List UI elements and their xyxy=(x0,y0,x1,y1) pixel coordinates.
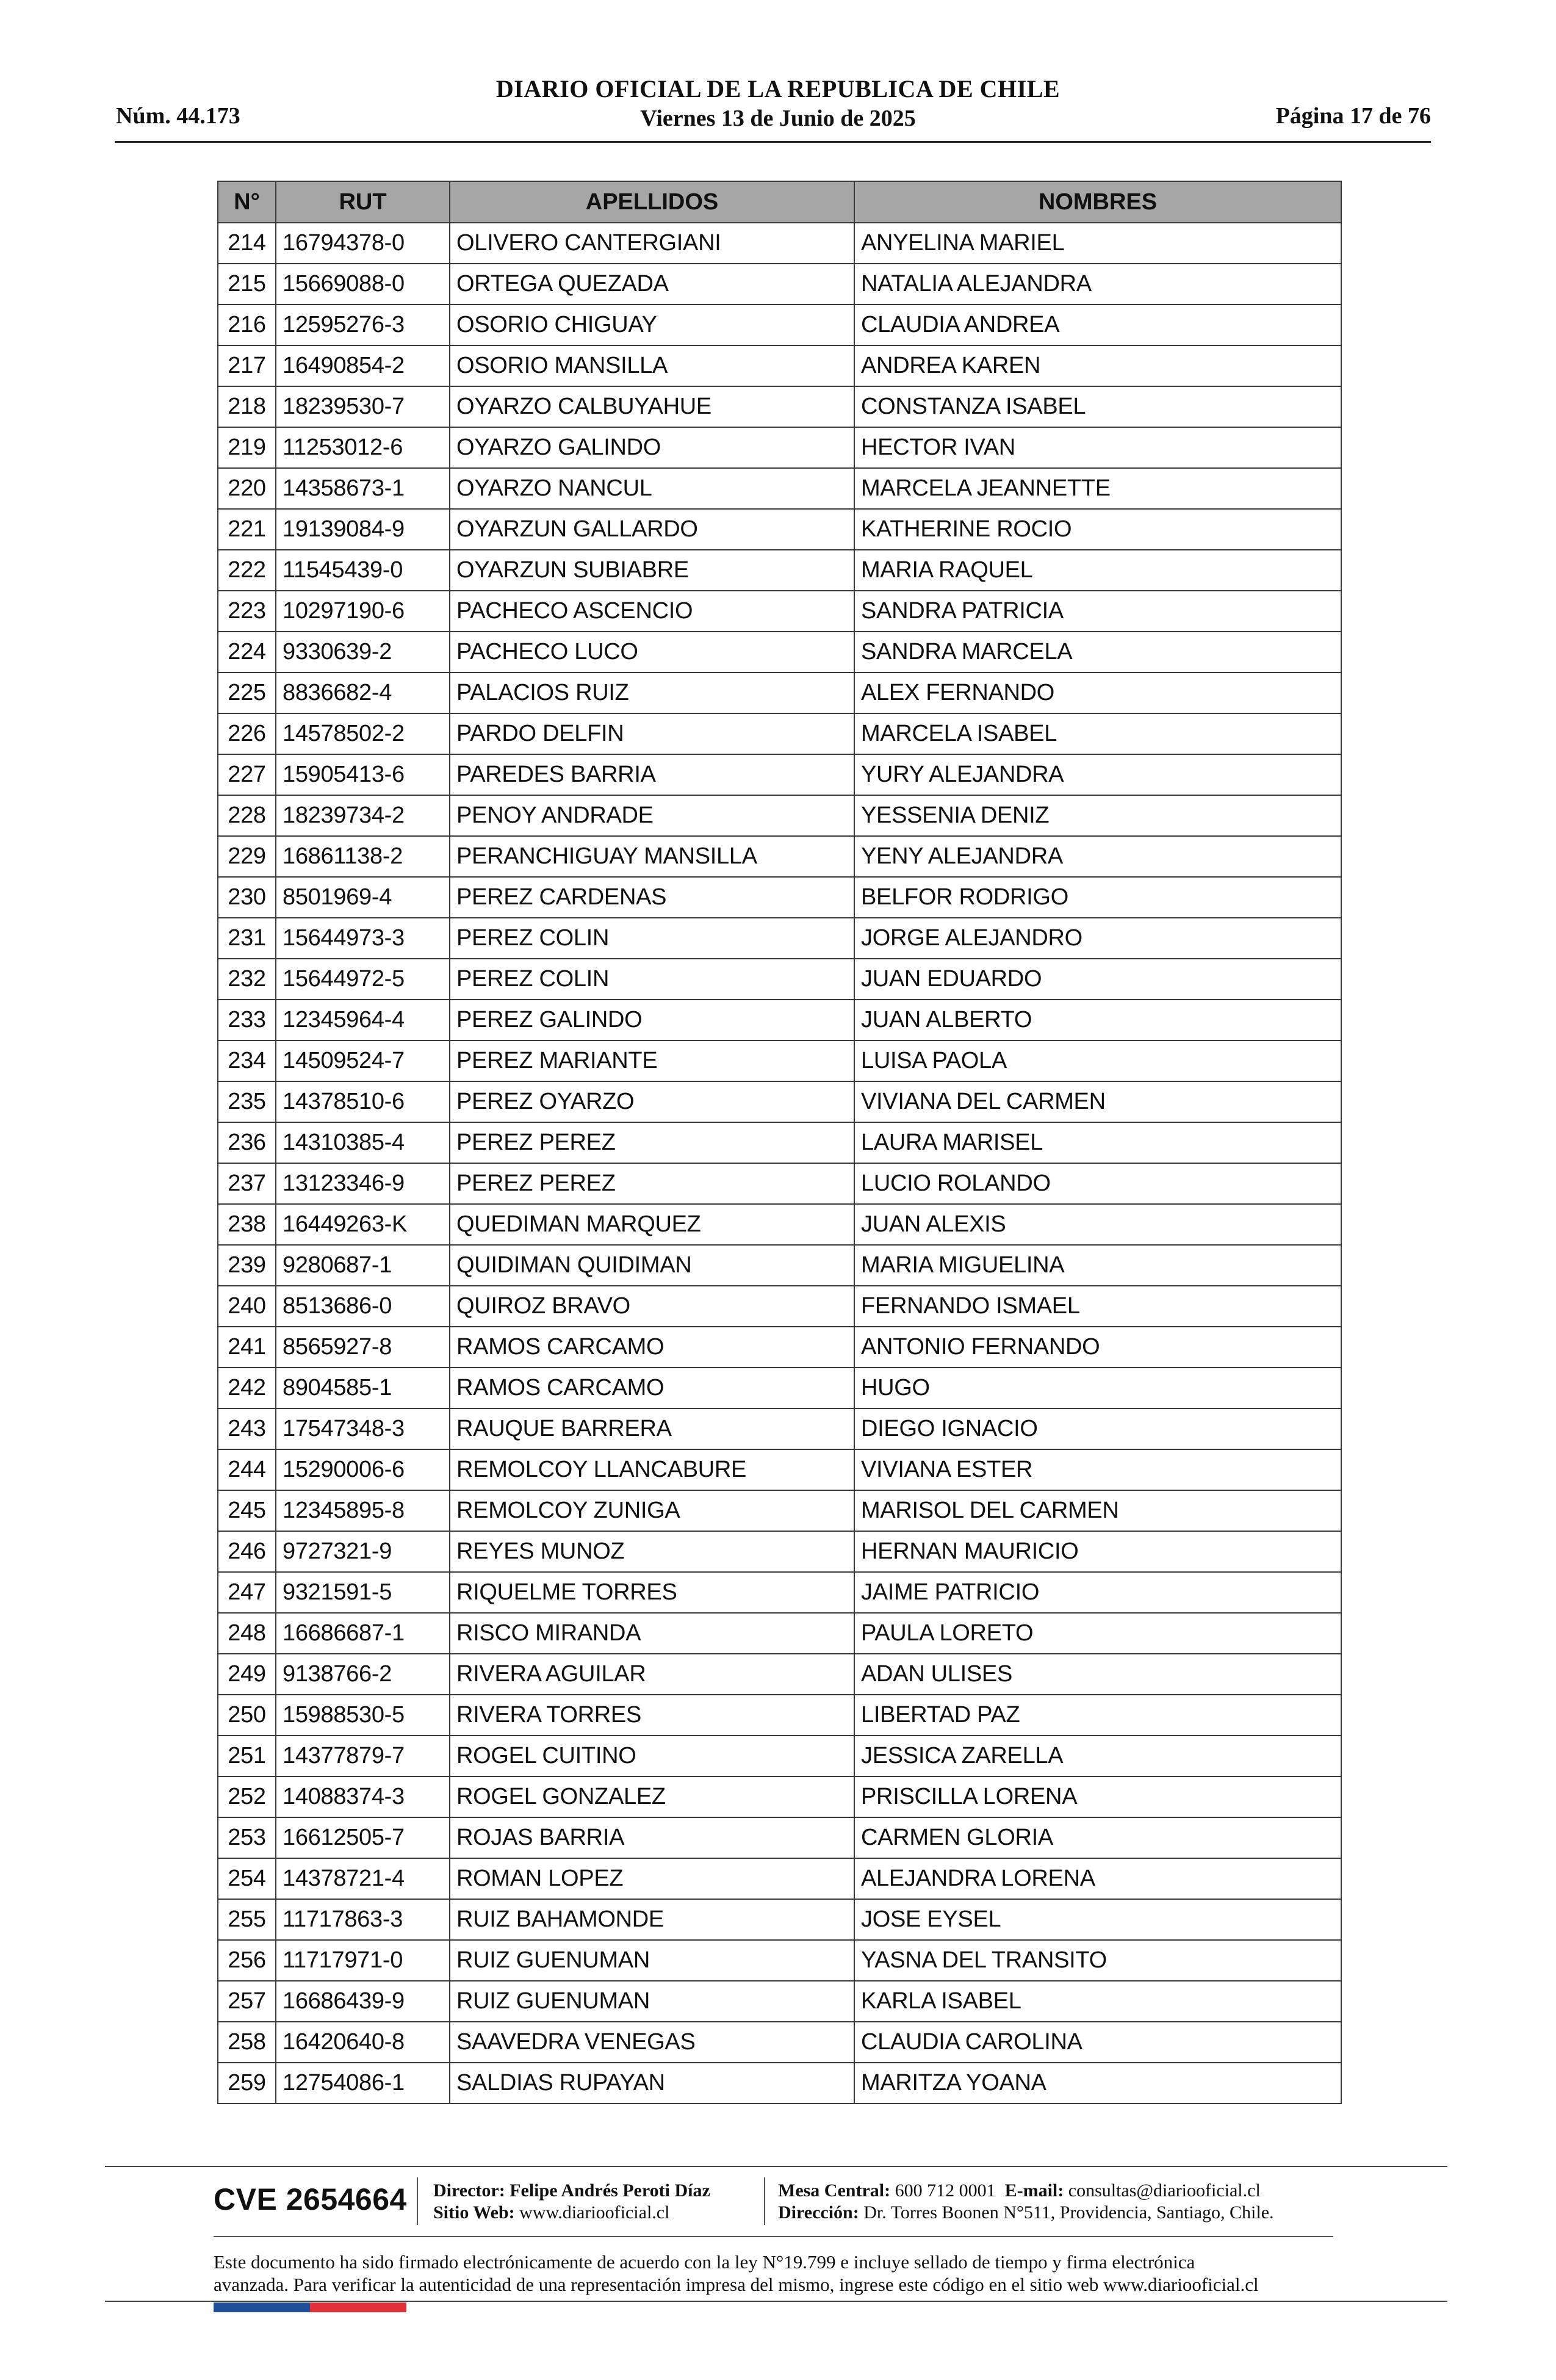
apellidos-cell: REMOLCOY LLANCABURE xyxy=(450,1449,854,1490)
table-row xyxy=(218,1817,1341,1858)
table-row xyxy=(218,264,1341,305)
apellidos-cell: RUIZ BAHAMONDE xyxy=(450,1899,854,1940)
row-number: 237 xyxy=(218,1163,276,1204)
legal-line: Este documento ha sido firmado electrónicamente de acuerdo con la ley N°19.799 e incluye sellado de tiempo y firma electrónica xyxy=(214,2251,1195,2273)
nombres-cell: CLAUDIA ANDREA xyxy=(854,305,1341,345)
table-header-row xyxy=(218,181,1341,223)
phone-label: Mesa Central: xyxy=(778,2180,891,2201)
rut-cell: 8836682-4 xyxy=(276,673,450,713)
row-number: 223 xyxy=(218,591,276,632)
apellidos-cell: QUIROZ BRAVO xyxy=(450,1286,854,1327)
table-row xyxy=(218,1368,1341,1408)
nombres-cell: PRISCILLA LORENA xyxy=(854,1776,1341,1817)
table-row xyxy=(218,1040,1341,1081)
nombres-cell: MARISOL DEL CARMEN xyxy=(854,1490,1341,1531)
nombres-cell: KARLA ISABEL xyxy=(854,1981,1341,2022)
nombres-cell: MARIA MIGUELINA xyxy=(854,1245,1341,1286)
nombres-cell: LUCIO ROLANDO xyxy=(854,1163,1341,1204)
rut-cell: 11717971-0 xyxy=(276,1940,450,1981)
cve-code: CVE 2654664 xyxy=(214,2182,407,2216)
nombres-cell: MARIA RAQUEL xyxy=(854,550,1341,591)
apellidos-cell: ROJAS BARRIA xyxy=(450,1817,854,1858)
website-label: Sitio Web: xyxy=(433,2202,515,2223)
row-number: 247 xyxy=(218,1572,276,1613)
nombres-cell: CLAUDIA CAROLINA xyxy=(854,2022,1341,2063)
rut-cell: 16861138-2 xyxy=(276,836,450,877)
rut-cell: 15290006-6 xyxy=(276,1449,450,1490)
flag-stripe-red xyxy=(310,2302,406,2312)
apellidos-cell: PENOY ANDRADE xyxy=(450,795,854,836)
rut-cell: 16612505-7 xyxy=(276,1817,450,1858)
row-number: 218 xyxy=(218,386,276,427)
apellidos-cell: OSORIO MANSILLA xyxy=(450,345,854,386)
apellidos-cell: RAMOS CARCAMO xyxy=(450,1327,854,1368)
nombres-cell: MARCELA ISABEL xyxy=(854,713,1341,754)
apellidos-cell: PEREZ GALINDO xyxy=(450,1000,854,1040)
nombres-cell: MARCELA JEANNETTE xyxy=(854,468,1341,509)
masthead xyxy=(366,74,1190,133)
table-row xyxy=(218,1490,1341,1531)
table-row xyxy=(218,1776,1341,1817)
nombres-cell: NATALIA ALEJANDRA xyxy=(854,264,1341,305)
table-row xyxy=(218,550,1341,591)
rut-cell: 11717863-3 xyxy=(276,1899,450,1940)
row-number: 214 xyxy=(218,223,276,264)
rut-cell: 14358673-1 xyxy=(276,468,450,509)
column-header-apellidos: APELLIDOS xyxy=(450,181,854,223)
apellidos-cell: PEREZ PEREZ xyxy=(450,1163,854,1204)
row-number: 224 xyxy=(218,632,276,673)
row-number: 226 xyxy=(218,713,276,754)
rut-cell: 9330639-2 xyxy=(276,632,450,673)
row-number: 222 xyxy=(218,550,276,591)
nombres-cell: CONSTANZA ISABEL xyxy=(854,386,1341,427)
nombres-cell: ANDREA KAREN xyxy=(854,345,1341,386)
row-number: 245 xyxy=(218,1490,276,1531)
apellidos-cell: SAAVEDRA VENEGAS xyxy=(450,2022,854,2063)
rut-cell: 18239530-7 xyxy=(276,386,450,427)
apellidos-cell: RUIZ GUENUMAN xyxy=(450,1981,854,2022)
email-label: E-mail: xyxy=(1004,2180,1064,2201)
apellidos-cell: QUEDIMAN MARQUEZ xyxy=(450,1204,854,1245)
apellidos-cell: REMOLCOY ZUNIGA xyxy=(450,1490,854,1531)
column-header-nombres: NOMBRES xyxy=(854,181,1341,223)
page-number: Página 17 de 76 xyxy=(1275,103,1431,129)
nombres-cell: LIBERTAD PAZ xyxy=(854,1695,1341,1736)
rut-cell: 17547348-3 xyxy=(276,1408,450,1449)
table-row xyxy=(218,877,1341,918)
row-number: 216 xyxy=(218,305,276,345)
rut-cell: 14377879-7 xyxy=(276,1736,450,1776)
table-body xyxy=(218,223,1341,2104)
row-number: 257 xyxy=(218,1981,276,2022)
row-number: 238 xyxy=(218,1204,276,1245)
row-number: 230 xyxy=(218,877,276,918)
rut-cell: 14310385-4 xyxy=(276,1122,450,1163)
rut-cell: 8565927-8 xyxy=(276,1327,450,1368)
apellidos-cell: PEREZ COLIN xyxy=(450,959,854,1000)
table-row xyxy=(218,1122,1341,1163)
rut-cell: 13123346-9 xyxy=(276,1163,450,1204)
rut-cell: 15905413-6 xyxy=(276,754,450,795)
apellidos-cell: OYARZO NANCUL xyxy=(450,468,854,509)
table-row xyxy=(218,918,1341,959)
publication-title: DIARIO OFICIAL DE LA REPUBLICA DE CHILE xyxy=(495,75,1061,103)
apellidos-cell: PACHECO LUCO xyxy=(450,632,854,673)
phone-number: 600 712 0001 xyxy=(895,2180,996,2201)
footer-divider-bottom xyxy=(105,2301,1447,2302)
email-link[interactable]: consultas@diariooficial.cl xyxy=(1068,2180,1261,2201)
table-row xyxy=(218,591,1341,632)
table-row xyxy=(218,1736,1341,1776)
apellidos-cell: QUIDIMAN QUIDIMAN xyxy=(450,1245,854,1286)
table-row xyxy=(218,673,1341,713)
nombres-cell: ANYELINA MARIEL xyxy=(854,223,1341,264)
row-number: 217 xyxy=(218,345,276,386)
table-row xyxy=(218,1408,1341,1449)
table-row xyxy=(218,345,1341,386)
rut-cell: 9138766-2 xyxy=(276,1654,450,1695)
row-number: 242 xyxy=(218,1368,276,1408)
row-number: 221 xyxy=(218,509,276,550)
apellidos-cell: OYARZO CALBUYAHUE xyxy=(450,386,854,427)
apellidos-cell: SALDIAS RUPAYAN xyxy=(450,2063,854,2104)
apellidos-cell: PARDO DELFIN xyxy=(450,713,854,754)
table-row xyxy=(218,1981,1341,2022)
director-label: Director: xyxy=(433,2180,505,2201)
table-row xyxy=(218,386,1341,427)
rut-cell: 14378721-4 xyxy=(276,1858,450,1899)
nombres-cell: YURY ALEJANDRA xyxy=(854,754,1341,795)
row-number: 220 xyxy=(218,468,276,509)
apellidos-cell: PEREZ COLIN xyxy=(450,918,854,959)
nombres-cell: JOSE EYSEL xyxy=(854,1899,1341,1940)
table-row xyxy=(218,1858,1341,1899)
rut-cell: 14378510-6 xyxy=(276,1081,450,1122)
footer-divider-middle xyxy=(214,2236,1333,2237)
column-header-rut: RUT xyxy=(276,181,450,223)
row-number: 241 xyxy=(218,1327,276,1368)
rut-cell: 16686439-9 xyxy=(276,1981,450,2022)
table-row xyxy=(218,1000,1341,1040)
registry-table xyxy=(217,181,1342,2104)
rut-cell: 15988530-5 xyxy=(276,1695,450,1736)
rut-cell: 9321591-5 xyxy=(276,1572,450,1613)
row-number: 240 xyxy=(218,1286,276,1327)
row-number: 243 xyxy=(218,1408,276,1449)
apellidos-cell: RAMOS CARCAMO xyxy=(450,1368,854,1408)
footer-separator xyxy=(764,2177,765,2225)
table-row xyxy=(218,2063,1341,2104)
nombres-cell: YENY ALEJANDRA xyxy=(854,836,1341,877)
table-row xyxy=(218,1899,1341,1940)
rut-cell: 14578502-2 xyxy=(276,713,450,754)
address-label: Dirección: xyxy=(778,2202,859,2223)
apellidos-cell: REYES MUNOZ xyxy=(450,1531,854,1572)
nombres-cell: ADAN ULISES xyxy=(854,1654,1341,1695)
footer-divider-top xyxy=(105,2166,1447,2167)
issue-number: Núm. 44.173 xyxy=(116,103,240,129)
table-row xyxy=(218,1081,1341,1122)
rut-cell: 8501969-4 xyxy=(276,877,450,918)
row-number: 219 xyxy=(218,427,276,468)
rut-cell: 10297190-6 xyxy=(276,591,450,632)
row-number: 231 xyxy=(218,918,276,959)
rut-cell: 16449263-K xyxy=(276,1204,450,1245)
nombres-cell: JAIME PATRICIO xyxy=(854,1572,1341,1613)
nombres-cell: YESSENIA DENIZ xyxy=(854,795,1341,836)
row-number: 256 xyxy=(218,1940,276,1981)
row-number: 250 xyxy=(218,1695,276,1736)
rut-cell: 15644972-5 xyxy=(276,959,450,1000)
table-row xyxy=(218,1654,1341,1695)
nombres-cell: HECTOR IVAN xyxy=(854,427,1341,468)
apellidos-cell: OYARZO GALINDO xyxy=(450,427,854,468)
nombres-cell: DIEGO IGNACIO xyxy=(854,1408,1341,1449)
legal-line: avanzada. Para verificar la autenticidad de una representación impresa del mismo, ingrese este código en el sitio web www.diariooficial.cl xyxy=(214,2274,1259,2295)
row-number: 229 xyxy=(218,836,276,877)
apellidos-cell: OSORIO CHIGUAY xyxy=(450,305,854,345)
table-row xyxy=(218,1245,1341,1286)
table-row xyxy=(218,795,1341,836)
nombres-cell: CARMEN GLORIA xyxy=(854,1817,1341,1858)
table-header xyxy=(218,181,1341,223)
rut-cell: 19139084-9 xyxy=(276,509,450,550)
table-row xyxy=(218,1204,1341,1245)
row-number: 244 xyxy=(218,1449,276,1490)
apellidos-cell: RUIZ GUENUMAN xyxy=(450,1940,854,1981)
nombres-cell: VIVIANA ESTER xyxy=(854,1449,1341,1490)
nombres-cell: SANDRA PATRICIA xyxy=(854,591,1341,632)
rut-cell: 18239734-2 xyxy=(276,795,450,836)
nombres-cell: JUAN EDUARDO xyxy=(854,959,1341,1000)
table-row xyxy=(218,305,1341,345)
nombres-cell: FERNANDO ISMAEL xyxy=(854,1286,1341,1327)
row-number: 225 xyxy=(218,673,276,713)
apellidos-cell: PERANCHIGUAY MANSILLA xyxy=(450,836,854,877)
row-number: 248 xyxy=(218,1613,276,1654)
row-number: 252 xyxy=(218,1776,276,1817)
nombres-cell: ANTONIO FERNANDO xyxy=(854,1327,1341,1368)
table-row xyxy=(218,836,1341,877)
apellidos-cell: OLIVERO CANTERGIANI xyxy=(450,223,854,264)
apellidos-cell: ROGEL GONZALEZ xyxy=(450,1776,854,1817)
apellidos-cell: PAREDES BARRIA xyxy=(450,754,854,795)
row-number: 234 xyxy=(218,1040,276,1081)
row-number: 239 xyxy=(218,1245,276,1286)
rut-cell: 9280687-1 xyxy=(276,1245,450,1286)
rut-cell: 16794378-0 xyxy=(276,223,450,264)
row-number: 258 xyxy=(218,2022,276,2063)
row-number: 232 xyxy=(218,959,276,1000)
nombres-cell: KATHERINE ROCIO xyxy=(854,509,1341,550)
table-row xyxy=(218,1163,1341,1204)
row-number: 251 xyxy=(218,1736,276,1776)
apellidos-cell: OYARZUN GALLARDO xyxy=(450,509,854,550)
nombres-cell: HERNAN MAURICIO xyxy=(854,1531,1341,1572)
rut-cell: 8904585-1 xyxy=(276,1368,450,1408)
row-number: 253 xyxy=(218,1817,276,1858)
legal-notice xyxy=(214,2251,1342,2296)
apellidos-cell: ROMAN LOPEZ xyxy=(450,1858,854,1899)
row-number: 249 xyxy=(218,1654,276,1695)
table-row xyxy=(218,1286,1341,1327)
nombres-cell: LAURA MARISEL xyxy=(854,1122,1341,1163)
nombres-cell: ALEX FERNANDO xyxy=(854,673,1341,713)
nombres-cell: ALEJANDRA LORENA xyxy=(854,1858,1341,1899)
apellidos-cell: RIVERA TORRES xyxy=(450,1695,854,1736)
rut-cell: 14509524-7 xyxy=(276,1040,450,1081)
table-row xyxy=(218,1327,1341,1368)
table-row xyxy=(218,509,1341,550)
table-row xyxy=(218,1531,1341,1572)
apellidos-cell: ROGEL CUITINO xyxy=(450,1736,854,1776)
apellidos-cell: ORTEGA QUEZADA xyxy=(450,264,854,305)
table-row xyxy=(218,2022,1341,2063)
nombres-cell: PAULA LORETO xyxy=(854,1613,1341,1654)
table-row xyxy=(218,1613,1341,1654)
rut-cell: 15644973-3 xyxy=(276,918,450,959)
rut-cell: 11545439-0 xyxy=(276,550,450,591)
apellidos-cell: PALACIOS RUIZ xyxy=(450,673,854,713)
row-number: 255 xyxy=(218,1899,276,1940)
apellidos-cell: RIQUELME TORRES xyxy=(450,1572,854,1613)
rut-cell: 12345895-8 xyxy=(276,1490,450,1531)
rut-cell: 12754086-1 xyxy=(276,2063,450,2104)
nombres-cell: LUISA PAOLA xyxy=(854,1040,1341,1081)
nombres-cell: SANDRA MARCELA xyxy=(854,632,1341,673)
table-row xyxy=(218,754,1341,795)
table-row xyxy=(218,632,1341,673)
apellidos-cell: OYARZUN SUBIABRE xyxy=(450,550,854,591)
rut-cell: 12345964-4 xyxy=(276,1000,450,1040)
row-number: 246 xyxy=(218,1531,276,1572)
row-number: 259 xyxy=(218,2063,276,2104)
nombres-cell: YASNA DEL TRANSITO xyxy=(854,1940,1341,1981)
table-row xyxy=(218,1940,1341,1981)
apellidos-cell: PEREZ OYARZO xyxy=(450,1081,854,1122)
rut-cell: 16420640-8 xyxy=(276,2022,450,2063)
nombres-cell: HUGO xyxy=(854,1368,1341,1408)
table-row xyxy=(218,223,1341,264)
table-row xyxy=(218,1572,1341,1613)
row-number: 215 xyxy=(218,264,276,305)
nombres-cell: MARITZA YOANA xyxy=(854,2063,1341,2104)
nombres-cell: VIVIANA DEL CARMEN xyxy=(854,1081,1341,1122)
address-value: Dr. Torres Boonen N°511, Providencia, Santiago, Chile. xyxy=(863,2202,1274,2223)
publication-date: Viernes 13 de Junio de 2025 xyxy=(640,106,916,131)
header-divider xyxy=(115,141,1431,143)
nombres-cell: JUAN ALBERTO xyxy=(854,1000,1341,1040)
footer-separator xyxy=(417,2177,418,2225)
apellidos-cell: RISCO MIRANDA xyxy=(450,1613,854,1654)
rut-cell: 11253012-6 xyxy=(276,427,450,468)
column-header-number: N° xyxy=(218,181,276,223)
director-info xyxy=(433,2180,710,2224)
row-number: 233 xyxy=(218,1000,276,1040)
rut-cell: 9727321-9 xyxy=(276,1531,450,1572)
rut-cell: 16686687-1 xyxy=(276,1613,450,1654)
apellidos-cell: RAUQUE BARRERA xyxy=(450,1408,854,1449)
row-number: 228 xyxy=(218,795,276,836)
row-number: 236 xyxy=(218,1122,276,1163)
nombres-cell: JUAN ALEXIS xyxy=(854,1204,1341,1245)
nombres-cell: JORGE ALEJANDRO xyxy=(854,918,1341,959)
rut-cell: 14088374-3 xyxy=(276,1776,450,1817)
apellidos-cell: PEREZ MARIANTE xyxy=(450,1040,854,1081)
apellidos-cell: RIVERA AGUILAR xyxy=(450,1654,854,1695)
apellidos-cell: PEREZ CARDENAS xyxy=(450,877,854,918)
row-number: 227 xyxy=(218,754,276,795)
rut-cell: 15669088-0 xyxy=(276,264,450,305)
table-row xyxy=(218,468,1341,509)
row-number: 254 xyxy=(218,1858,276,1899)
nombres-cell: BELFOR RODRIGO xyxy=(854,877,1341,918)
table-row xyxy=(218,1695,1341,1736)
director-name: Felipe Andrés Peroti Díaz xyxy=(510,2180,710,2201)
contact-info xyxy=(778,2180,1274,2224)
table-row xyxy=(218,1449,1341,1490)
flag-stripe-blue xyxy=(214,2302,310,2312)
table-row xyxy=(218,959,1341,1000)
table-row xyxy=(218,427,1341,468)
nombres-cell: JESSICA ZARELLA xyxy=(854,1736,1341,1776)
website-link[interactable]: www.diariooficial.cl xyxy=(519,2202,670,2223)
apellidos-cell: PEREZ PEREZ xyxy=(450,1122,854,1163)
rut-cell: 12595276-3 xyxy=(276,305,450,345)
apellidos-cell: PACHECO ASCENCIO xyxy=(450,591,854,632)
rut-cell: 8513686-0 xyxy=(276,1286,450,1327)
rut-cell: 16490854-2 xyxy=(276,345,450,386)
table-row xyxy=(218,713,1341,754)
row-number: 235 xyxy=(218,1081,276,1122)
